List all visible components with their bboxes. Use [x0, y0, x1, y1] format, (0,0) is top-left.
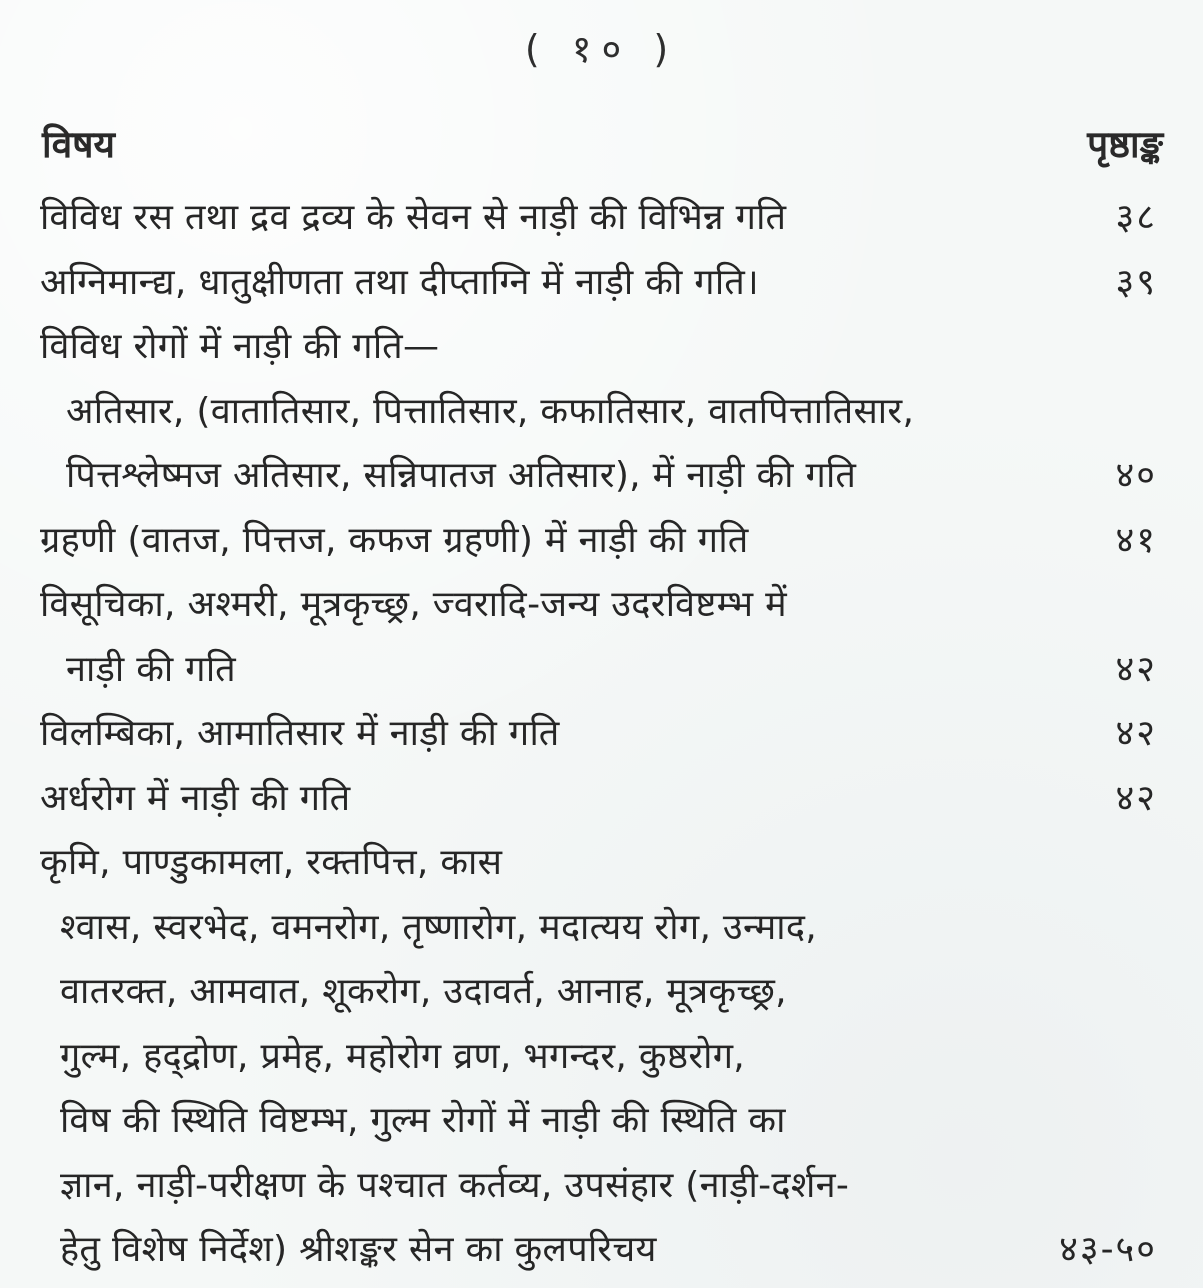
toc-entry-text: पित्तश्लेष्मज अतिसार, सन्निपातज अतिसार), में नाड़ी की गति — [66, 455, 857, 497]
toc-row — [40, 896, 1165, 961]
toc-row — [40, 960, 1165, 1025]
toc-row — [40, 1025, 1165, 1090]
toc-entry-text: अग्निमान्द्य, धातुक्षीणता तथा दीप्ताग्नि में नाड़ी की गति। — [40, 261, 759, 303]
toc-row — [40, 573, 1165, 638]
toc-row — [40, 831, 1165, 896]
toc-entry-text: वातरक्त, आमवात, शूकरोग, उदावर्त, आनाह, मूत्रकृच्छ्र, — [60, 971, 787, 1013]
toc-entry-page: ३८ — [1115, 197, 1157, 239]
toc-row — [40, 509, 1165, 574]
toc-entry-text: हेतु विशेष निर्देश) श्रीशङ्कर सेन का कुलपरिचय — [60, 1229, 657, 1271]
toc-entry-text: नाड़ी की गति — [66, 648, 236, 690]
toc-entry-page: ४२ — [1115, 648, 1157, 690]
toc-entry-text: विलम्बिका, आमातिसार में नाड़ी की गति — [40, 713, 560, 755]
table-of-contents — [40, 186, 1165, 1283]
toc-header — [42, 112, 1163, 172]
toc-entry-text: ज्ञान, नाड़ी-परीक्षण के पश्चात कर्तव्य, उपसंहार (नाड़ी-दर्शन- — [60, 1164, 850, 1206]
toc-entry-page: ४३-५० — [1059, 1229, 1157, 1271]
toc-entry-text: विसूचिका, अश्मरी, मूत्रकृच्छ्र, ज्वरादि-जन्य उदरविष्टम्भ में — [40, 584, 787, 626]
toc-row — [40, 638, 1165, 703]
toc-entry-text: विविध रस तथा द्रव द्रव्य के सेवन से नाड़ी की विभिन्न गति — [40, 197, 787, 239]
page-number: ( १० ) — [524, 27, 679, 71]
toc-row — [40, 1218, 1165, 1283]
toc-row — [40, 702, 1165, 767]
toc-entry-page: ४२ — [1115, 713, 1157, 755]
toc-row — [40, 767, 1165, 832]
toc-entry-page: ४० — [1115, 455, 1157, 497]
toc-entry-text: अतिसार, (वातातिसार, पित्तातिसार, कफातिसार, वातपित्तातिसार, — [66, 390, 915, 432]
toc-entry-text: विविध रोगों में नाड़ी की गति— — [40, 326, 440, 368]
toc-row — [40, 315, 1165, 380]
subject-column-heading: विषय — [42, 122, 116, 166]
toc-row — [40, 1154, 1165, 1219]
toc-entry-text: ग्रहणी (वातज, पित्तज, कफज ग्रहणी) में नाड़ी की गति — [40, 519, 749, 561]
toc-row — [40, 251, 1165, 316]
toc-entry-text: कृमि, पाण्डुकामला, रक्तपित्त, कास — [40, 842, 503, 884]
toc-row — [40, 1089, 1165, 1154]
toc-entry-text: विष की स्थिति विष्टम्भ, गुल्म रोगों में नाड़ी की स्थिति का — [60, 1100, 786, 1142]
toc-entry-text: गुल्म, हद्द्रोण, प्रमेह, महोरोग व्रण, भगन्दर, कुष्ठरोग, — [60, 1035, 746, 1077]
page-column-heading: पृष्ठाङ्क — [1087, 122, 1163, 166]
toc-entry-text: अर्धरोग में नाड़ी की गति — [40, 777, 351, 819]
toc-row — [40, 186, 1165, 251]
toc-entry-page: ४२ — [1115, 777, 1157, 819]
toc-row — [40, 380, 1165, 445]
toc-entry-page: ३९ — [1115, 261, 1157, 303]
toc-row — [40, 444, 1165, 509]
toc-entry-page: ४१ — [1115, 519, 1157, 561]
toc-entry-text: श्वास, स्वरभेद, वमनरोग, तृष्णारोग, मदात्यय रोग, उन्माद, — [60, 906, 818, 948]
